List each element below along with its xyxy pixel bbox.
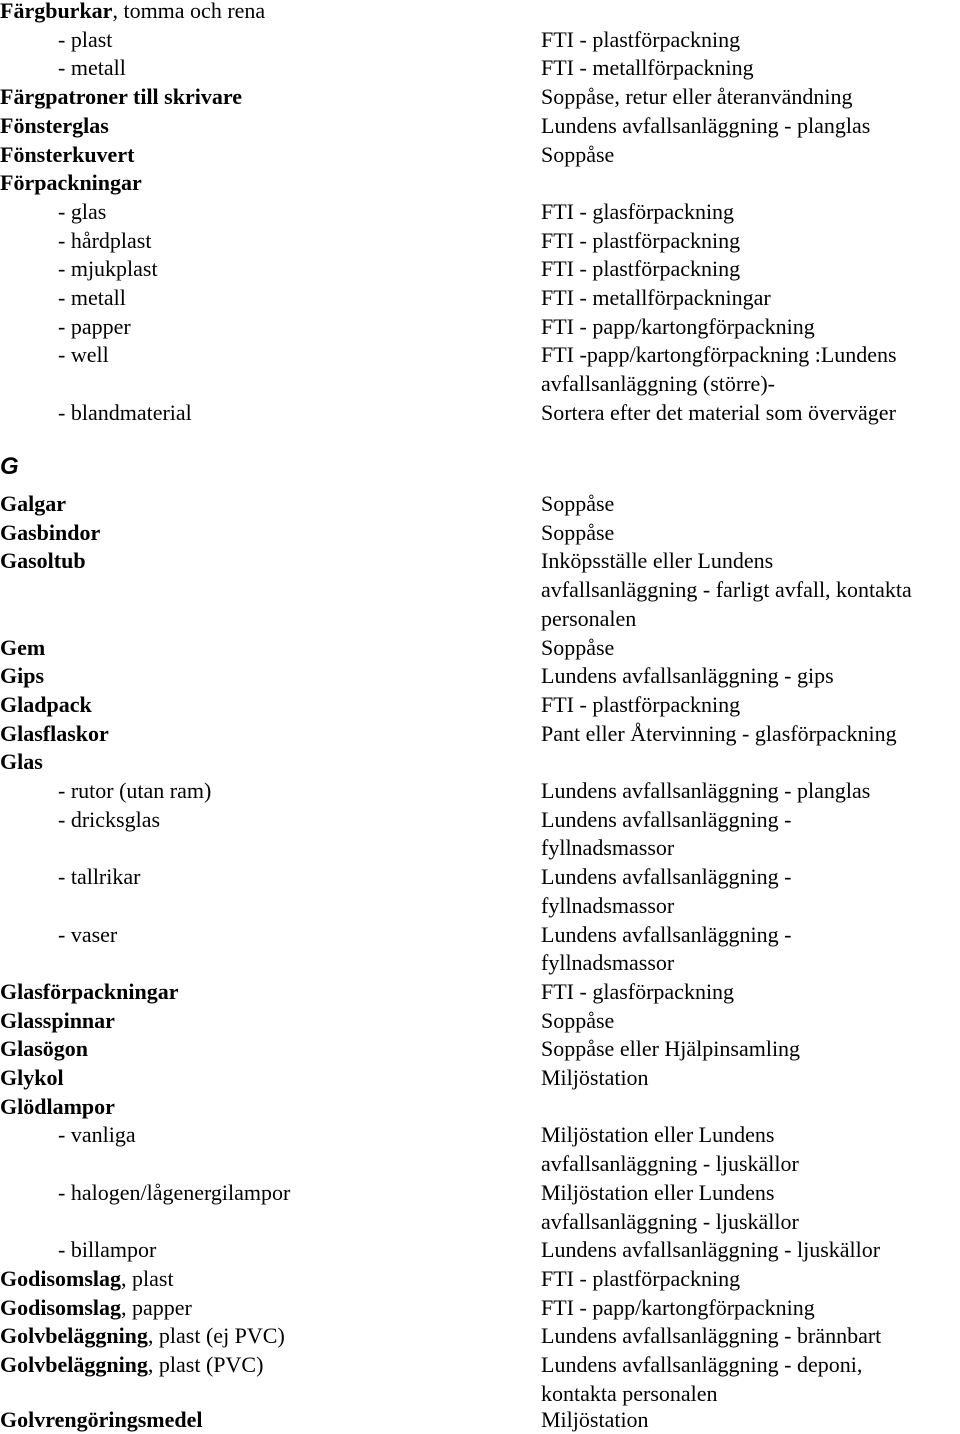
- item-name: Golvbeläggning: [0, 1323, 148, 1349]
- disposal-method: FTI - plastförpackning: [541, 1265, 741, 1291]
- disposal-method: Pant eller Återvinning - glasförpackning: [541, 720, 897, 746]
- list-item: [0, 633, 960, 662]
- item-label: [0, 1092, 115, 1121]
- item-label: [0, 1293, 192, 1322]
- list-item: [0, 340, 960, 369]
- item-label: [0, 1264, 174, 1293]
- sub-item-label: [58, 283, 126, 312]
- list-item: [0, 862, 960, 891]
- item-detail: - mjukplast: [58, 256, 158, 282]
- item-label: [0, 1405, 202, 1434]
- list-item: [0, 661, 960, 690]
- item-name: Golvbeläggning: [0, 1352, 148, 1377]
- disposal-method: Lundens avfallsanläggning - gips: [541, 663, 834, 689]
- list-item: [0, 226, 960, 255]
- item-name: Glas: [0, 749, 43, 775]
- item-name: Godisomslag: [0, 1265, 122, 1291]
- sub-item-label: [58, 254, 158, 283]
- disposal-method: avfallsanläggning (större)-: [541, 371, 775, 397]
- item-name: Gasbindor: [0, 519, 101, 545]
- list-item: [0, 369, 960, 398]
- list-item: [0, 168, 960, 197]
- disposal-method: fyllnadsmassor: [541, 950, 675, 976]
- item-name: Godisomslag: [0, 1294, 122, 1320]
- disposal-method: Lundens avfallsanläggning - planglas: [541, 778, 871, 803]
- sub-item-label: [58, 1178, 290, 1207]
- sub-item-label: [58, 226, 151, 255]
- item-name: Färgpatroner till skrivare: [0, 84, 242, 110]
- disposal-method: FTI - papp/kartongförpackning: [541, 1294, 815, 1320]
- disposal-method: Inköpsställe eller Lundens: [541, 548, 774, 574]
- item-detail: - metall: [58, 55, 126, 81]
- list-item: [0, 53, 960, 82]
- section-letter-heading: G: [0, 453, 19, 480]
- item-name: Glasförpackningar: [0, 978, 179, 1004]
- item-name: Fönsterglas: [0, 112, 109, 138]
- item-name: Förpackningar: [0, 170, 142, 196]
- list-item: [0, 1063, 960, 1092]
- item-detail: - vanliga: [58, 1122, 136, 1148]
- disposal-method: FTI - plastförpackning: [541, 227, 741, 253]
- list-item: [0, 920, 960, 949]
- list-item: [0, 25, 960, 54]
- list-item: [0, 283, 960, 312]
- list-item: [0, 140, 960, 169]
- list-item: [0, 1178, 960, 1207]
- disposal-method: kontakta personalen: [541, 1380, 718, 1406]
- item-detail: , tomma och rena: [112, 0, 266, 23]
- sub-item-label: [58, 1120, 136, 1149]
- list-item: [0, 948, 960, 977]
- list-item: [0, 1006, 960, 1035]
- item-label: [0, 82, 242, 111]
- item-name: Gips: [0, 663, 45, 689]
- disposal-method: Lundens avfallsanläggning - brännbart: [541, 1323, 882, 1349]
- list-item: [0, 719, 960, 748]
- sub-item-label: [58, 312, 131, 341]
- item-detail: - well: [58, 342, 109, 368]
- item-label: [0, 546, 86, 575]
- disposal-method: Lundens avfallsanläggning - deponi,: [541, 1352, 863, 1377]
- item-label: [0, 747, 43, 776]
- item-label: [0, 1034, 88, 1063]
- item-name: Glasflaskor: [0, 720, 109, 746]
- disposal-method: FTI -papp/kartongförpackning :Lundens: [541, 342, 897, 368]
- disposal-method: Lundens avfallsanläggning - planglas: [541, 112, 871, 138]
- list-item: [0, 575, 960, 604]
- disposal-method: Soppåse: [541, 634, 615, 660]
- sub-item-label: [58, 920, 117, 949]
- list-item: [0, 1120, 960, 1149]
- item-label: [0, 1350, 263, 1379]
- list-item: [0, 398, 960, 427]
- disposal-method: avfallsanläggning - farligt avfall, kontakta: [541, 577, 912, 603]
- disposal-method: personalen: [541, 605, 637, 631]
- list-item: [0, 805, 960, 834]
- disposal-method: Lundens avfallsanläggning - ljuskällor: [541, 1237, 881, 1263]
- list-item: [0, 747, 960, 776]
- list-item: [0, 776, 960, 805]
- item-detail: , plast (ej PVC): [147, 1323, 285, 1349]
- list-item: [0, 546, 960, 575]
- item-detail: - glas: [58, 198, 107, 224]
- disposal-method: FTI - plastförpackning: [541, 256, 741, 282]
- item-name: Glödlampor: [0, 1093, 115, 1119]
- disposal-method: fyllnadsmassor: [541, 892, 675, 918]
- disposal-method: avfallsanläggning - ljuskällor: [541, 1208, 799, 1234]
- list-item: [0, 1293, 960, 1322]
- list-item: [0, 604, 960, 633]
- list-item: [0, 1034, 960, 1063]
- item-detail: - billampor: [58, 1237, 157, 1263]
- disposal-method: FTI - plastförpackning: [541, 691, 741, 717]
- item-detail: - vaser: [58, 921, 118, 947]
- list-item: [0, 1264, 960, 1293]
- disposal-method: avfallsanläggning - ljuskällor: [541, 1151, 799, 1177]
- list-item: [0, 518, 960, 547]
- item-label: [0, 1006, 115, 1035]
- list-item: [0, 489, 960, 518]
- list-item: [0, 1092, 960, 1121]
- item-name: Galgar: [0, 491, 66, 516]
- item-name: Gem: [0, 634, 46, 660]
- item-name: Gladpack: [0, 691, 92, 717]
- item-name: Golvrengöringsmedel: [0, 1407, 203, 1432]
- item-label: [0, 633, 45, 662]
- item-label: [0, 111, 109, 140]
- disposal-method: Soppåse: [541, 1007, 615, 1033]
- list-item: [0, 1321, 960, 1350]
- disposal-method: FTI - papp/kartongförpackning: [541, 313, 815, 339]
- list-item: [0, 891, 960, 920]
- item-detail: - tallrikar: [58, 864, 141, 890]
- disposal-method: FTI - metallförpackning: [541, 55, 754, 81]
- item-detail: , papper: [121, 1294, 192, 1320]
- list-item: [0, 197, 960, 226]
- item-name: Glasögon: [0, 1036, 89, 1062]
- list-item: [0, 1350, 960, 1379]
- disposal-method: fyllnadsmassor: [541, 835, 675, 861]
- item-label: [0, 0, 265, 25]
- item-label: [0, 690, 92, 719]
- disposal-method: Lundens avfallsanläggning -: [541, 921, 792, 947]
- item-detail: - plast: [58, 26, 113, 52]
- item-name: Glasspinnar: [0, 1007, 115, 1033]
- item-label: [0, 1321, 285, 1350]
- list-item: [0, 1379, 960, 1408]
- item-detail: , plast (PVC): [147, 1352, 264, 1377]
- list-item: [0, 1405, 960, 1434]
- list-item: [0, 690, 960, 719]
- item-detail: - blandmaterial: [58, 399, 192, 425]
- item-label: [0, 977, 178, 1006]
- disposal-method: FTI - glasförpackning: [541, 198, 735, 224]
- item-label: [0, 1063, 64, 1092]
- item-label: [0, 489, 66, 518]
- list-item: [0, 312, 960, 341]
- list-item: [0, 1149, 960, 1178]
- list-item: [0, 1207, 960, 1236]
- disposal-method: FTI - glasförpackning: [541, 978, 735, 1004]
- disposal-method: Soppåse, retur eller återanvändning: [541, 84, 853, 110]
- sub-item-label: [58, 53, 126, 82]
- sub-item-label: [58, 25, 112, 54]
- item-label: [0, 719, 109, 748]
- list-item: [0, 111, 960, 140]
- list-item: [0, 1235, 960, 1264]
- item-detail: , plast: [121, 1265, 174, 1291]
- list-item: [0, 0, 960, 25]
- item-detail: - metall: [58, 285, 126, 310]
- item-label: [0, 661, 44, 690]
- list-item: [0, 977, 960, 1006]
- sub-item-label: [58, 398, 192, 427]
- disposal-method: Soppåse: [541, 141, 615, 167]
- disposal-method: Soppåse: [541, 491, 615, 516]
- sub-item-label: [58, 1235, 156, 1264]
- disposal-method: Miljöstation: [541, 1407, 649, 1432]
- item-label: [0, 518, 100, 547]
- item-name: Gasoltub: [0, 548, 86, 574]
- item-name: Färgburkar: [0, 0, 113, 23]
- list-item: [0, 254, 960, 283]
- disposal-method: Lundens avfallsanläggning -: [541, 864, 792, 890]
- sub-item-label: [58, 862, 140, 891]
- disposal-method: Soppåse: [541, 519, 615, 545]
- sub-item-label: [58, 805, 160, 834]
- item-detail: - papper: [58, 313, 131, 339]
- sub-item-label: [58, 197, 106, 226]
- disposal-method: Miljöstation: [541, 1065, 649, 1090]
- disposal-method: Miljöstation eller Lundens: [541, 1179, 775, 1205]
- disposal-method: Miljöstation eller Lundens: [541, 1122, 775, 1148]
- list-item: [0, 82, 960, 111]
- item-name: Glykol: [0, 1065, 64, 1090]
- disposal-method: FTI - plastförpackning: [541, 26, 741, 52]
- disposal-method: Soppåse eller Hjälpinsamling: [541, 1036, 801, 1062]
- item-label: [0, 140, 134, 169]
- item-detail: - hårdplast: [58, 227, 152, 253]
- item-detail: - halogen/lågenergilampor: [58, 1179, 291, 1205]
- sub-item-label: [58, 776, 211, 805]
- disposal-method: FTI - metallförpackningar: [541, 285, 771, 310]
- item-name: Fönsterkuvert: [0, 141, 135, 167]
- disposal-method: Lundens avfallsanläggning -: [541, 806, 792, 832]
- disposal-method: Sortera efter det material som överväger: [541, 399, 896, 425]
- sub-item-label: [58, 340, 109, 369]
- list-item: [0, 833, 960, 862]
- item-detail: - dricksglas: [58, 806, 161, 832]
- item-label: [0, 168, 142, 197]
- item-detail: - rutor (utan ram): [58, 778, 212, 803]
